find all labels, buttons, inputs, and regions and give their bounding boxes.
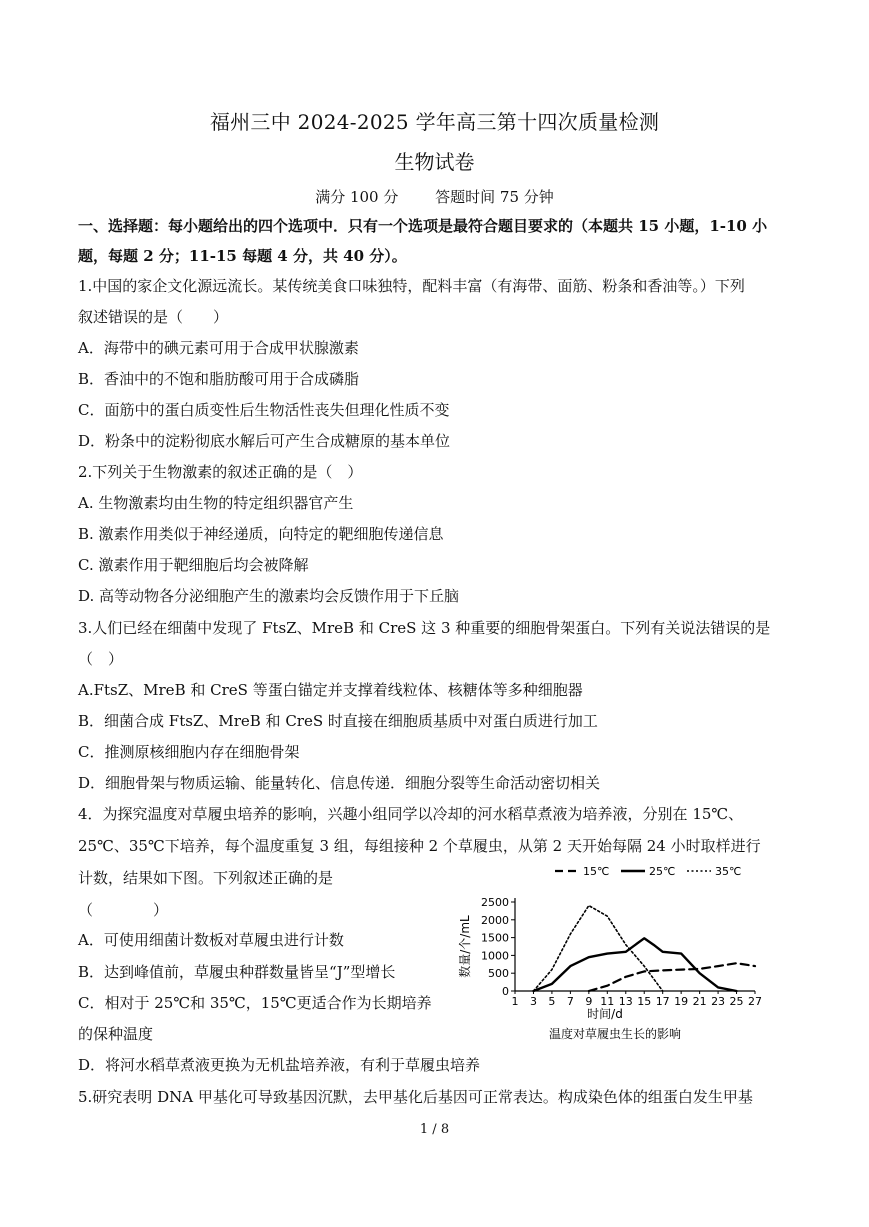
legend-label-1: 25℃ [649,865,676,878]
x-tick-label: 17 [655,995,670,1008]
q4-stem: 4．为探究温度对草履虫培养的影响，兴趣小组同学以冷却的河水稻草煮液为培养液，分别在 15℃、 [78,805,744,823]
y-tick-label: 1000 [481,949,509,963]
q4-stem-cont: 25℃、35℃下培养，每个温度重复 3 组，每组接种 2 个草履虫，从第 2 天开始每隔 24 小时取样进行 [78,837,761,855]
chart-title: 温度对草履虫生长的影响 [548,1027,682,1041]
q2-option-c: C. 激素作用于靶细胞后均会被降解 [78,556,309,574]
section-heading-cont: 题，每题 2 分；11-15 每题 4 分，共 40 分）。 [78,247,407,265]
q4-option-b: B．达到峰值前，草履虫种群数量皆呈“J”型增长 [78,963,396,981]
q2-option-b: B. 激素作用类似于神经递质，向特定的靶细胞传递信息 [78,525,444,543]
x-tick-label: 13 [618,995,633,1008]
q3-option-c: C．推测原核细胞内存在细胞骨架 [78,743,300,761]
x-tick-label: 5 [548,995,556,1008]
y-tick-label: 2500 [481,896,509,909]
full-score: 满分 100 分 [315,188,399,206]
series-line-0 [589,963,755,991]
q4-option-c-cont: 的保种温度 [78,1025,154,1043]
x-tick-label: 9 [585,995,593,1008]
q3-option-a: A.FtsZ、MreB 和 CreS 等蛋白锚定并支撑着线粒体、核糖体等多种细胞器 [78,681,583,699]
q4-answer-blank: （ ） [78,901,169,919]
q2-stem: 2.下列关于生物激素的叙述正确的是（ ） [78,463,363,481]
subject-title: 生物试卷 [394,150,475,174]
exam-title: 福州三中 2024-2025 学年高三第十四次质量检测 [209,110,660,134]
series-line-2 [534,906,663,991]
q4-option-c: C．相对于 25℃和 35℃，15℃更适合作为长期培养 [78,994,432,1012]
y-tick-label: 0 [502,985,509,998]
q3-option-b: B．细菌合成 FtsZ、MreB 和 CreS 时直接在细胞质基质中对蛋白质进行加工 [78,712,598,730]
q1-option-c: C．面筋中的蛋白质变性后生物活性丧失但理化性质不变 [78,401,450,419]
x-tick-label: 21 [692,995,707,1008]
q2-option-a: A. 生物激素均由生物的特定组织器官产生 [78,494,354,512]
legend-label-2: 35℃ [715,865,742,878]
q5-stem: 5.研究表明 DNA 甲基化可导致基因沉默，去甲基化后基因可正常表达。构成染色体的组蛋白发生甲基 [78,1088,753,1106]
x-tick-label: 15 [637,995,652,1008]
x-tick-label: 19 [674,995,689,1008]
growth-chart [455,860,775,1050]
exam-info [0,186,869,207]
q1-option-d: D．粉条中的淀粉彻底水解后可产生合成糖原的基本单位 [78,432,451,450]
x-axis-label: 时间/d [587,1007,623,1021]
q1-option-b: B．香油中的不饱和脂肪酸可用于合成磷脂 [78,370,360,388]
y-tick-label: 1500 [481,931,509,945]
x-tick-label: 23 [711,995,726,1008]
y-tick-label: 500 [488,967,509,981]
page-number: 1 / 8 [419,1122,450,1137]
q1-stem-cont: 叙述错误的是（ ） [78,308,229,326]
x-tick-label: 27 [748,995,762,1008]
x-tick-label: 1 [511,995,519,1008]
y-tick-label: 2000 [481,913,509,927]
q1-stem: 1.中国的家企文化源远流长。某传统美食口味独特，配料丰富（有海带、面筋、粉条和香油等。）下列 [78,277,745,295]
q4-option-d: D．将河水稻草煮液更换为无机盐培养液，有利于草履虫培养 [78,1056,481,1074]
legend-label-0: 15℃ [583,865,610,878]
q3-stem: 3.人们已经在细菌中发现了 FtsZ、MreB 和 CreS 这 3 种重要的细胞骨架蛋白。下列有关说法错误的是 [78,619,771,637]
x-tick-label: 7 [566,995,574,1008]
x-tick-label: 3 [529,995,537,1008]
section-heading: 一、选择题：每小题给出的四个选项中．只有一个选项是最符合题目要求的（本题共 15 小题，1-10 小 [78,217,768,235]
x-tick-label: 25 [729,995,744,1008]
answer-time: 答题时间 75 分钟 [435,188,554,206]
q4-option-a: A．可使用细菌计数板对草履虫进行计数 [78,931,344,949]
y-axis-label: 数量/个/mL [458,915,472,978]
q1-option-a: A．海带中的碘元素可用于合成甲状腺激素 [78,339,359,357]
q4-stem-cont2: 计数，结果如下图。下列叙述正确的是 [78,869,334,887]
x-tick-label: 11 [600,995,615,1008]
q3-stem-cont: （ ） [78,650,124,668]
q2-option-d: D. 高等动物各分泌细胞产生的激素均会反馈作用于下丘脑 [78,587,460,605]
q3-option-d: D．细胞骨架与物质运输、能量转化、信息传递．细胞分裂等生命活动密切相关 [78,774,601,792]
